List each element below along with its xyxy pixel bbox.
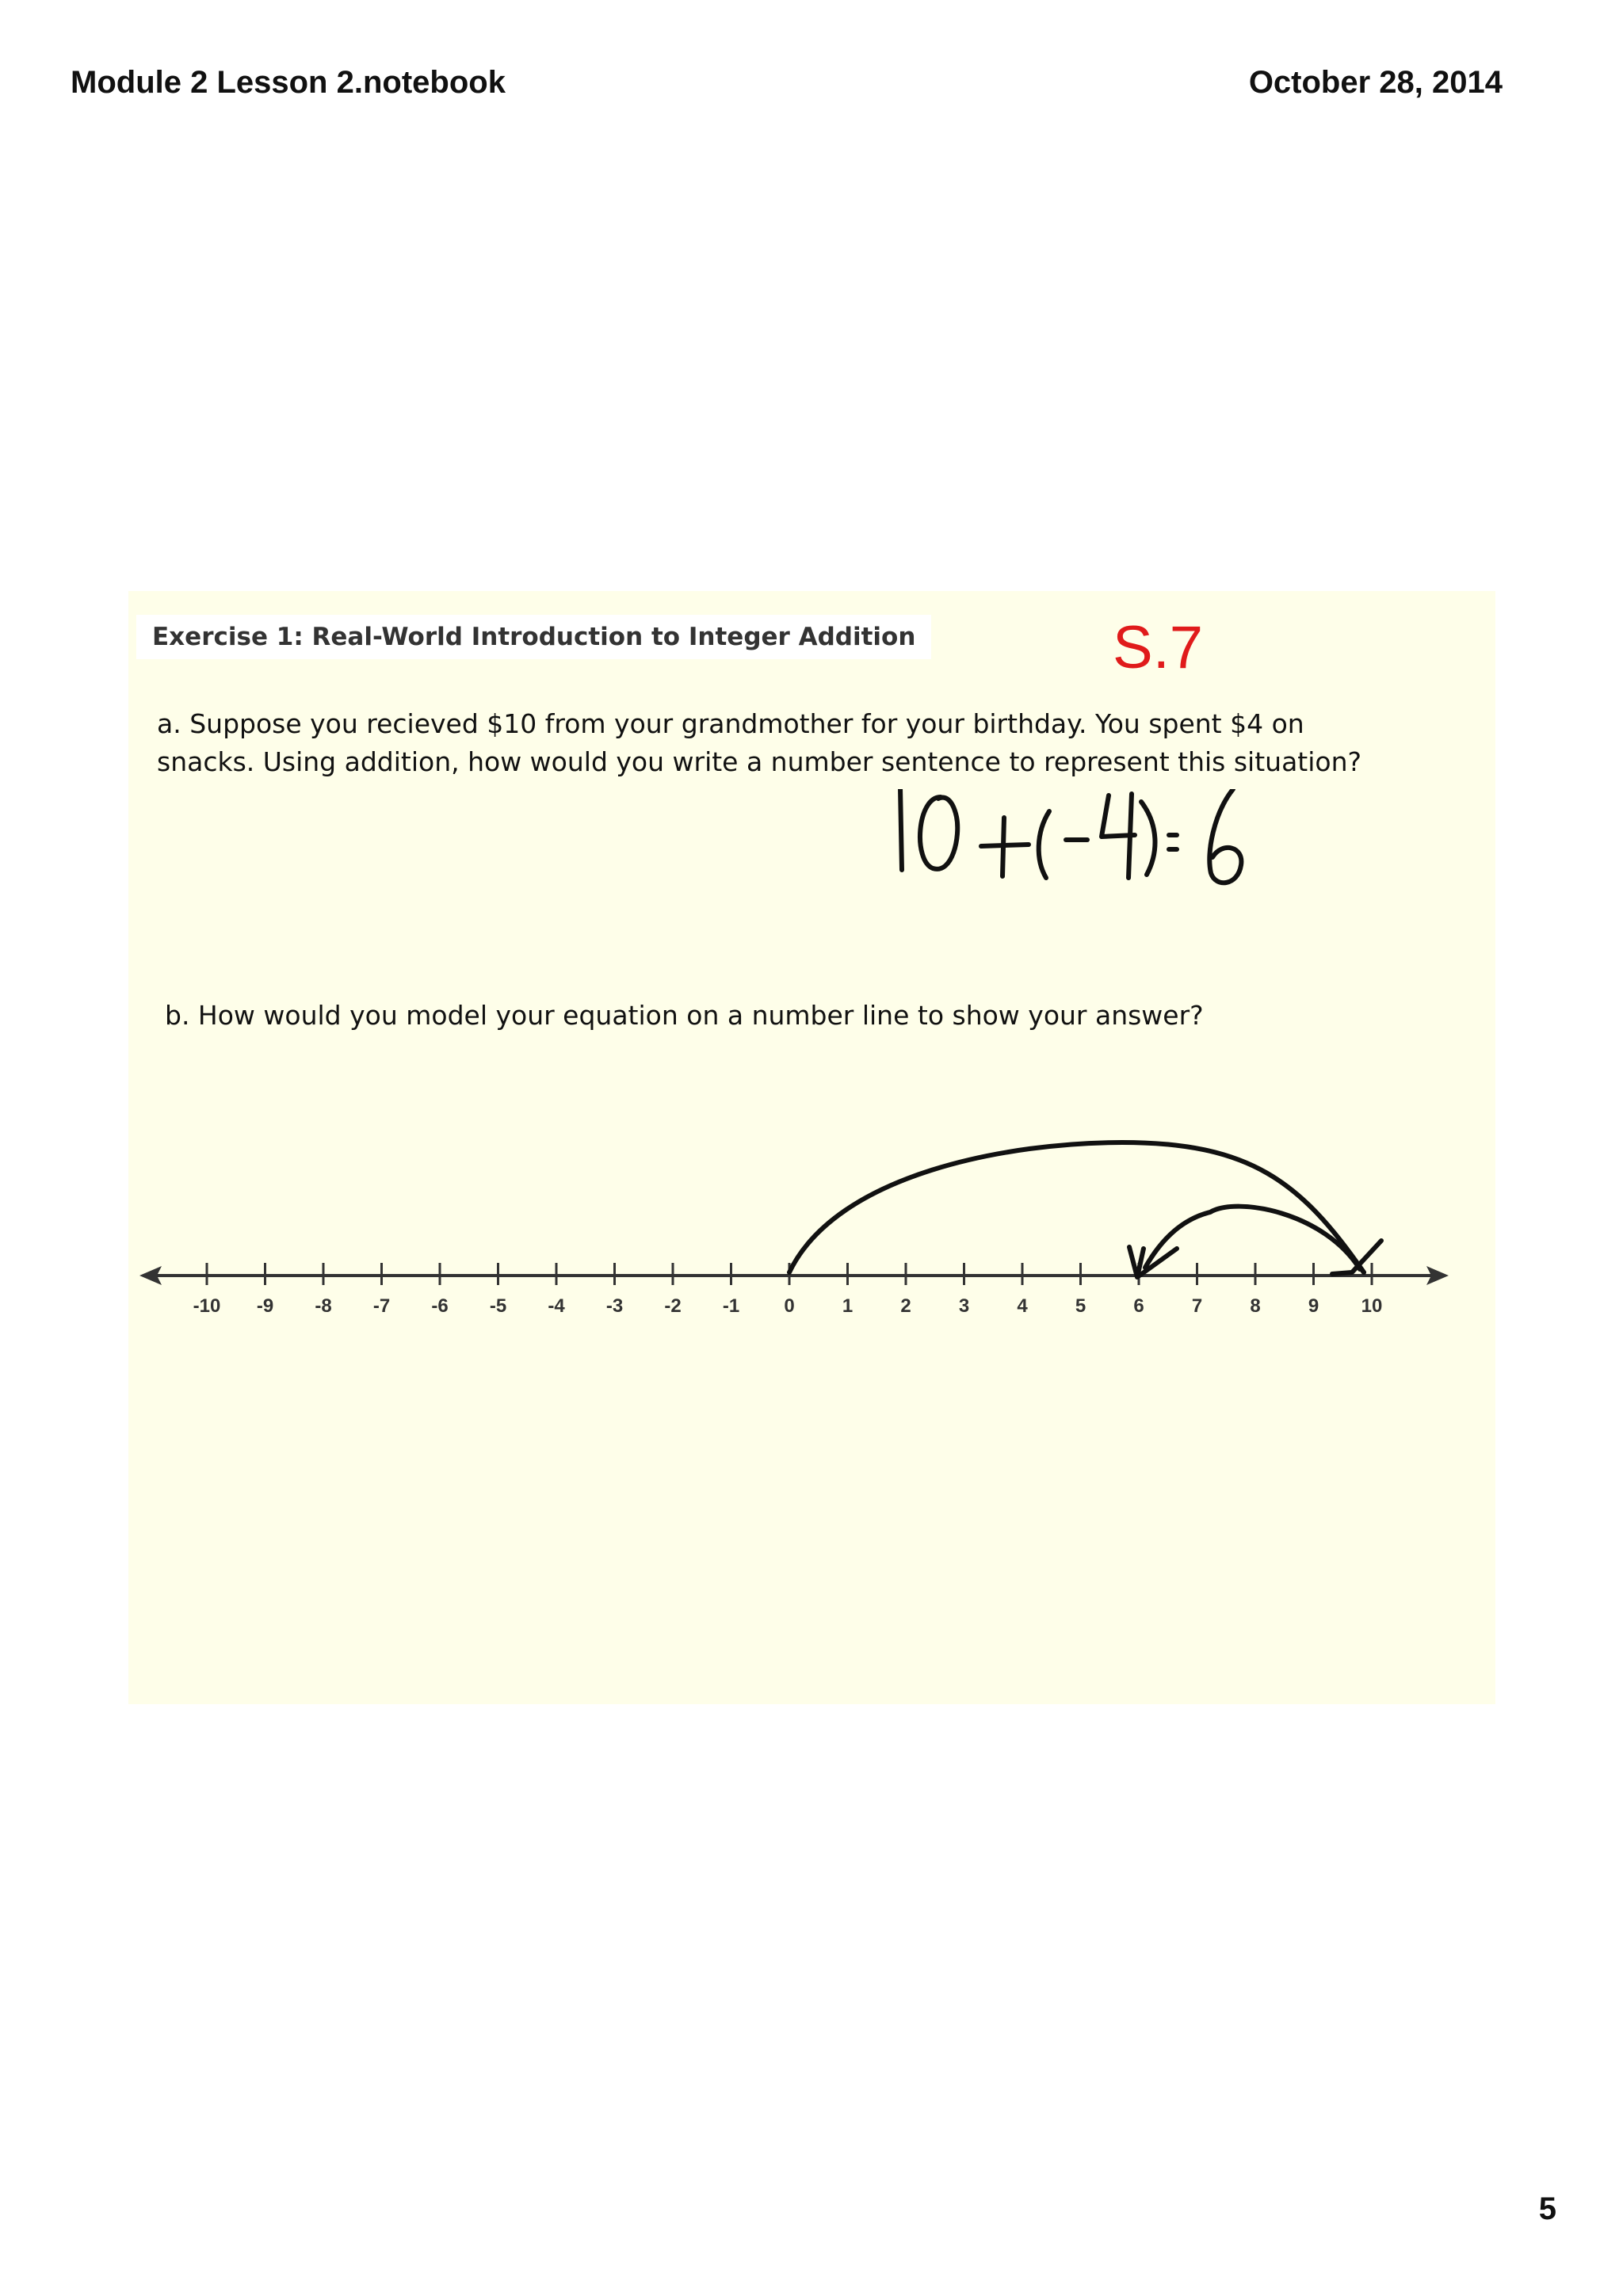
tick-label: 3 [958,1295,970,1317]
number-line-axis [139,1266,1449,1285]
exercise-title: Exercise 1: Real-World Introduction to Integer Addition [136,615,931,659]
tick-label: -6 [431,1295,449,1317]
jump-arc-0-to-10 [789,1142,1364,1272]
document-date: October 28, 2014 [1248,65,1503,100]
jump-arc-10-to-6 [1145,1207,1360,1269]
tick-label: -3 [605,1295,624,1317]
tick-label: 5 [1075,1295,1086,1317]
tick-label: -8 [315,1295,332,1317]
tick-label: 4 [1017,1295,1028,1317]
question-a-line-1: a. Suppose you recieved $10 from your grandmother for your birthday. You spent $4 on [157,708,1304,739]
number-line-jumps [789,1142,1381,1277]
tick-label: -4 [548,1295,565,1317]
notebook-slide [128,591,1495,1704]
question-a [157,705,1425,781]
tick-label: 8 [1250,1295,1261,1317]
tick-label: 7 [1191,1295,1203,1317]
tick-label: -10 [193,1295,221,1317]
tick-label: 1 [842,1295,854,1317]
question-b: b. How would you model your equation on a number line to show your answer? [165,1000,1204,1031]
document-title: Module 2 Lesson 2.notebook [71,65,506,100]
tick-label: -7 [372,1295,391,1317]
tick-label: 10 [1361,1295,1383,1317]
tick-label: -9 [256,1295,274,1317]
handwritten-answer [762,789,1317,948]
tick-label: 9 [1308,1295,1319,1317]
tick-label: 2 [900,1295,911,1317]
tick-label: -5 [489,1295,507,1317]
number-line [128,1122,1495,1360]
tick-label: 0 [784,1295,795,1317]
question-a-line-2: snacks. Using addition, how would you write a number sentence to represent this situation? [157,746,1362,777]
tick-label: -2 [664,1295,682,1317]
standard-label: S.7 [1113,614,1204,681]
tick-label: 6 [1133,1295,1144,1317]
tick-label: -1 [722,1295,740,1317]
page-number: 5 [1538,2191,1556,2226]
